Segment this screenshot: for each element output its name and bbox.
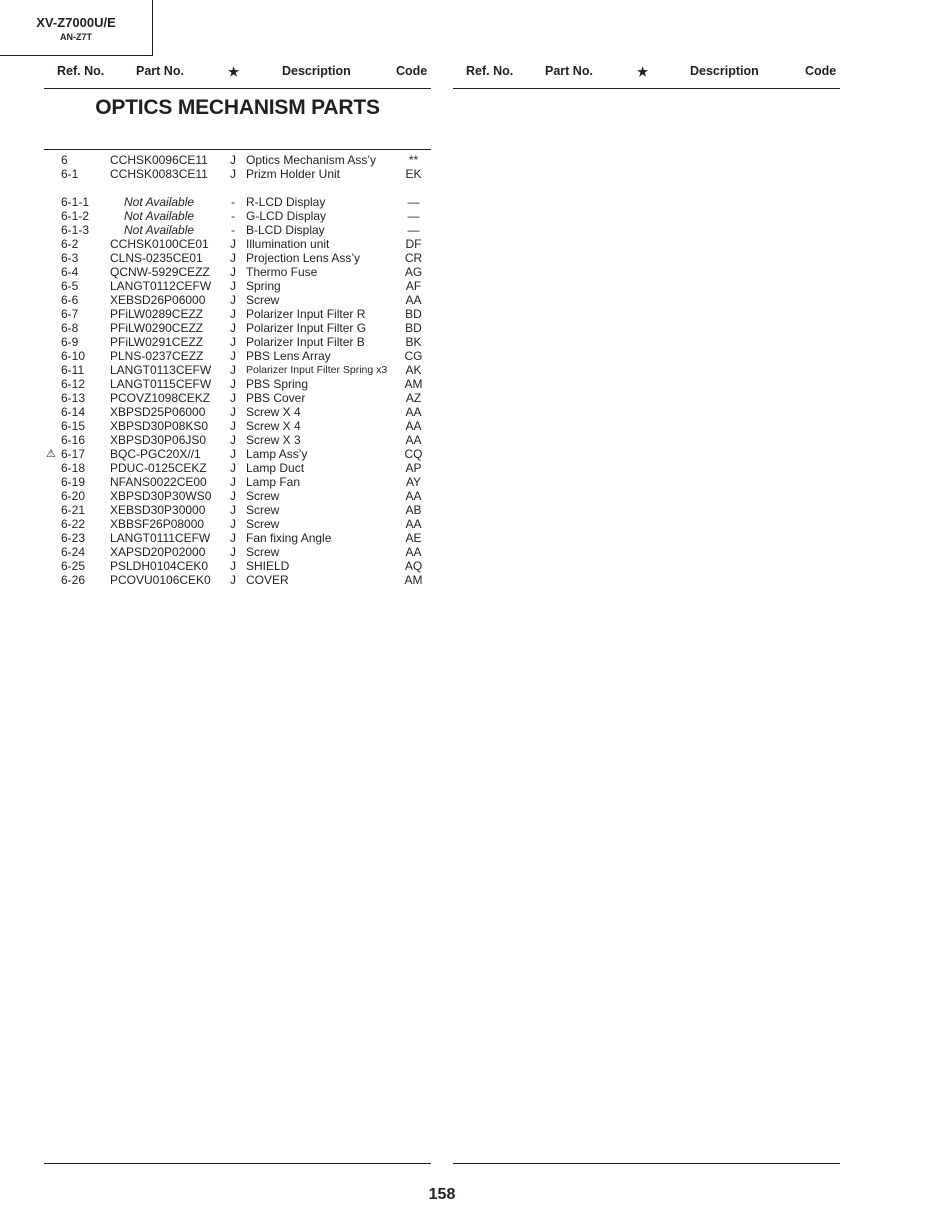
- table-row: [44, 167, 434, 181]
- table-row: [44, 391, 434, 405]
- description: Thermo Fuse: [246, 265, 318, 279]
- col-header-star-icon: ★: [228, 65, 240, 79]
- price-code: BD: [405, 307, 422, 321]
- description: SHIELD: [246, 559, 290, 573]
- part-number: CLNS-0235CE01: [110, 251, 203, 265]
- mark: J: [230, 307, 236, 321]
- ref-number: 6-1-3: [61, 223, 90, 237]
- description: Screw: [246, 293, 280, 307]
- description: COVER: [246, 573, 289, 587]
- description: Illumination unit: [246, 237, 330, 251]
- price-code: —: [407, 223, 420, 237]
- part-number: QCNW-5929CEZZ: [110, 265, 210, 279]
- ref-number: 6-2: [61, 237, 79, 251]
- description: Projection Lens Ass’y: [246, 251, 361, 265]
- table-row: [44, 265, 434, 279]
- table-row: [44, 153, 434, 167]
- price-code: —: [407, 195, 420, 209]
- table-row: [44, 321, 434, 335]
- ref-number: 6-20: [61, 489, 86, 503]
- model-number: XV-Z7000U/E: [36, 15, 116, 30]
- col-header-star-icon-right: ★: [637, 65, 649, 79]
- col-header-ref-no-right: Ref. No.: [466, 64, 514, 78]
- part-number: XBPSD25P06000: [110, 405, 206, 419]
- mark: J: [230, 503, 236, 517]
- description: PBS Spring: [246, 377, 309, 391]
- part-number: PCOVZ1098CEKZ: [110, 391, 211, 405]
- ref-number: 6-4: [61, 265, 79, 279]
- table-row: [44, 489, 434, 503]
- part-number: XEBSD26P06000: [110, 293, 206, 307]
- description: Lamp Duct: [246, 461, 305, 475]
- table-row: [44, 559, 434, 573]
- price-code: —: [407, 209, 420, 223]
- ref-number: 6-1: [61, 167, 79, 181]
- mark: J: [230, 391, 236, 405]
- mark: J: [230, 573, 236, 587]
- price-code: AQ: [404, 559, 423, 573]
- part-number: XBPSD30P08KS0: [110, 419, 209, 433]
- ref-number: 6-21: [61, 503, 86, 517]
- col-header-part-no: Part No.: [136, 64, 184, 78]
- table-row: [44, 223, 434, 237]
- ref-number: 6-11: [61, 363, 85, 377]
- price-code: AA: [405, 433, 422, 447]
- ref-number: 6-9: [61, 335, 79, 349]
- mark: J: [230, 447, 236, 461]
- description: Polarizer Input Filter B: [246, 335, 365, 349]
- part-number: Not Available: [124, 223, 195, 237]
- price-code: CR: [404, 251, 423, 265]
- ref-number: 6-15: [61, 419, 86, 433]
- part-number: Not Available: [124, 195, 195, 209]
- description: PBS Lens Array: [246, 349, 331, 363]
- warning-triangle-icon: ⚠: [46, 448, 56, 460]
- ref-number: 6-26: [61, 573, 86, 587]
- part-number: CCHSK0083CE11: [110, 167, 208, 181]
- part-number: XAPSD20P02000: [110, 545, 206, 559]
- mark: J: [230, 419, 236, 433]
- part-number: BQC-PGC20X//1: [110, 447, 201, 461]
- table-row: [44, 475, 434, 489]
- table-row: [44, 545, 434, 559]
- price-code: AM: [404, 573, 423, 587]
- table-row: [44, 195, 434, 209]
- mark: J: [230, 545, 236, 559]
- description: Screw X 3: [246, 433, 301, 447]
- table-row: [44, 307, 434, 321]
- ref-number: 6-8: [61, 321, 79, 335]
- part-number: LANGT0115CEFW: [110, 377, 212, 391]
- ref-number: 6-24: [61, 545, 86, 559]
- footer-rule-right: [453, 1163, 840, 1164]
- part-number: PSLDH0104CEK0: [110, 559, 209, 573]
- ref-number: 6-17: [61, 447, 86, 461]
- price-code: AA: [405, 545, 422, 559]
- part-number: XBPSD30P06JS0: [110, 433, 207, 447]
- ref-number: 6: [61, 153, 68, 167]
- page-number: 158: [428, 1186, 456, 1203]
- table-row: [44, 237, 434, 251]
- mark: J: [230, 167, 236, 181]
- section-rule: [44, 149, 431, 150]
- table-row: [44, 209, 434, 223]
- header-rule-left: [44, 88, 431, 89]
- table-row: [44, 419, 434, 433]
- price-code: AG: [404, 265, 423, 279]
- section-title: OPTICS MECHANISM PARTS: [95, 96, 380, 119]
- mark: J: [230, 335, 236, 349]
- description: Screw: [246, 545, 280, 559]
- part-number: Not Available: [124, 209, 195, 223]
- part-number: CCHSK0100CE01: [110, 237, 209, 251]
- part-number: PFiLW0289CEZZ: [110, 307, 204, 321]
- part-number: PCOVU0106CEK0: [110, 573, 211, 587]
- ref-number: 6-6: [61, 293, 79, 307]
- description: Screw: [246, 503, 280, 517]
- mark: J: [230, 461, 236, 475]
- price-code: AB: [405, 503, 422, 517]
- price-code: AA: [405, 517, 422, 531]
- description: R-LCD Display: [246, 195, 326, 209]
- table-row: [44, 503, 434, 517]
- ref-number: 6-7: [61, 307, 79, 321]
- col-header-part-no-right: Part No.: [545, 64, 593, 78]
- part-number: PDUC-0125CEKZ: [110, 461, 207, 475]
- price-code: EK: [405, 167, 422, 181]
- description: B-LCD Display: [246, 223, 325, 237]
- price-code: AM: [404, 377, 423, 391]
- model-box: [0, 0, 153, 56]
- ref-number: 6-23: [61, 531, 86, 545]
- col-header-code: Code: [396, 64, 428, 78]
- ref-number: 6-19: [61, 475, 86, 489]
- description: G-LCD Display: [246, 209, 327, 223]
- description: Polarizer Input Filter G: [246, 321, 367, 335]
- table-row: [44, 531, 434, 545]
- ref-number: 6-1-2: [61, 209, 90, 223]
- mark: J: [230, 475, 236, 489]
- mark: J: [230, 531, 236, 545]
- price-code: DF: [405, 237, 422, 251]
- description: Screw X 4: [246, 419, 301, 433]
- description: Polarizer Input Filter R: [246, 307, 366, 321]
- price-code: AZ: [405, 391, 422, 405]
- mark: J: [230, 293, 236, 307]
- description: Polarizer Input Filter Spring x3: [246, 364, 388, 376]
- part-number: XBBSF26P08000: [110, 517, 205, 531]
- table-row: [44, 363, 434, 377]
- footer-rule-left: [44, 1163, 431, 1164]
- price-code: AA: [405, 489, 422, 503]
- price-code: AP: [405, 461, 422, 475]
- row-spacer: [44, 181, 434, 195]
- table-row: [44, 279, 434, 293]
- table-row: [44, 293, 434, 307]
- part-number: XEBSD30P30000: [110, 503, 206, 517]
- part-number: PFiLW0291CEZZ: [110, 335, 204, 349]
- ref-number: 6-22: [61, 517, 86, 531]
- description: Screw X 4: [246, 405, 301, 419]
- part-number: PFiLW0290CEZZ: [110, 321, 204, 335]
- price-code: AF: [405, 279, 422, 293]
- ref-number: 6-3: [61, 251, 79, 265]
- mark: J: [230, 363, 236, 377]
- parts-list: [44, 153, 434, 587]
- mark: J: [230, 405, 236, 419]
- part-number: CCHSK0096CE11: [110, 153, 208, 167]
- mark: J: [230, 489, 236, 503]
- table-row: [44, 335, 434, 349]
- table-row: [44, 251, 434, 265]
- price-code: AA: [405, 293, 422, 307]
- part-number: LANGT0113CEFW: [110, 363, 212, 377]
- price-code: AA: [405, 419, 422, 433]
- description: Prizm Holder Unit: [246, 167, 341, 181]
- mark: J: [230, 265, 236, 279]
- mark: -: [231, 209, 235, 223]
- mark: J: [230, 517, 236, 531]
- price-code: AK: [405, 363, 422, 377]
- ref-number: 6-12: [61, 377, 86, 391]
- price-code: AY: [405, 475, 422, 489]
- col-header-code-right: Code: [805, 64, 837, 78]
- ref-number: 6-13: [61, 391, 86, 405]
- price-code: CQ: [404, 447, 423, 461]
- price-code: **: [408, 153, 419, 167]
- part-number: PLNS-0237CEZZ: [110, 349, 204, 363]
- mark: -: [231, 223, 235, 237]
- part-number: NFANS0022CE00: [110, 475, 207, 489]
- table-row: [44, 405, 434, 419]
- mark: J: [230, 349, 236, 363]
- description: Screw: [246, 517, 280, 531]
- header-rule-right: [453, 88, 840, 89]
- table-row: [44, 433, 434, 447]
- mark: J: [230, 321, 236, 335]
- price-code: BD: [405, 321, 422, 335]
- price-code: CG: [404, 349, 423, 363]
- description: Screw: [246, 489, 280, 503]
- ref-number: 6-16: [61, 433, 86, 447]
- price-code: BK: [405, 335, 422, 349]
- price-code: AA: [405, 405, 422, 419]
- ref-number: 6-10: [61, 349, 86, 363]
- description: Optics Mechanism Ass’y: [246, 153, 377, 167]
- part-number: XBPSD30P30WS0: [110, 489, 212, 503]
- description: Spring: [246, 279, 281, 293]
- col-header-description: Description: [282, 64, 351, 78]
- mark: J: [230, 433, 236, 447]
- ref-number: 6-25: [61, 559, 86, 573]
- mark: J: [230, 153, 236, 167]
- col-header-ref-no: Ref. No.: [57, 64, 105, 78]
- part-number: LANGT0111CEFW: [110, 531, 211, 545]
- part-number: LANGT0112CEFW: [110, 279, 212, 293]
- description: Lamp Ass’y: [246, 447, 308, 461]
- price-code: AE: [405, 531, 422, 545]
- ref-number: 6-14: [61, 405, 86, 419]
- description: PBS Cover: [246, 391, 306, 405]
- table-row: [44, 377, 434, 391]
- ref-number: 6-18: [61, 461, 86, 475]
- submodel-number: AN-Z7T: [60, 32, 92, 42]
- table-row: [44, 517, 434, 531]
- mark: -: [231, 195, 235, 209]
- mark: J: [230, 251, 236, 265]
- description: Fan fixing Angle: [246, 531, 332, 545]
- mark: J: [230, 279, 236, 293]
- description: Lamp Fan: [246, 475, 301, 489]
- mark: J: [230, 237, 236, 251]
- ref-number: 6-5: [61, 279, 79, 293]
- table-row: [44, 461, 434, 475]
- table-row: [44, 349, 434, 363]
- table-row: [44, 573, 434, 587]
- ref-number: 6-1-1: [61, 195, 90, 209]
- col-header-description-right: Description: [690, 64, 759, 78]
- table-row: [44, 447, 434, 461]
- mark: J: [230, 559, 236, 573]
- mark: J: [230, 377, 236, 391]
